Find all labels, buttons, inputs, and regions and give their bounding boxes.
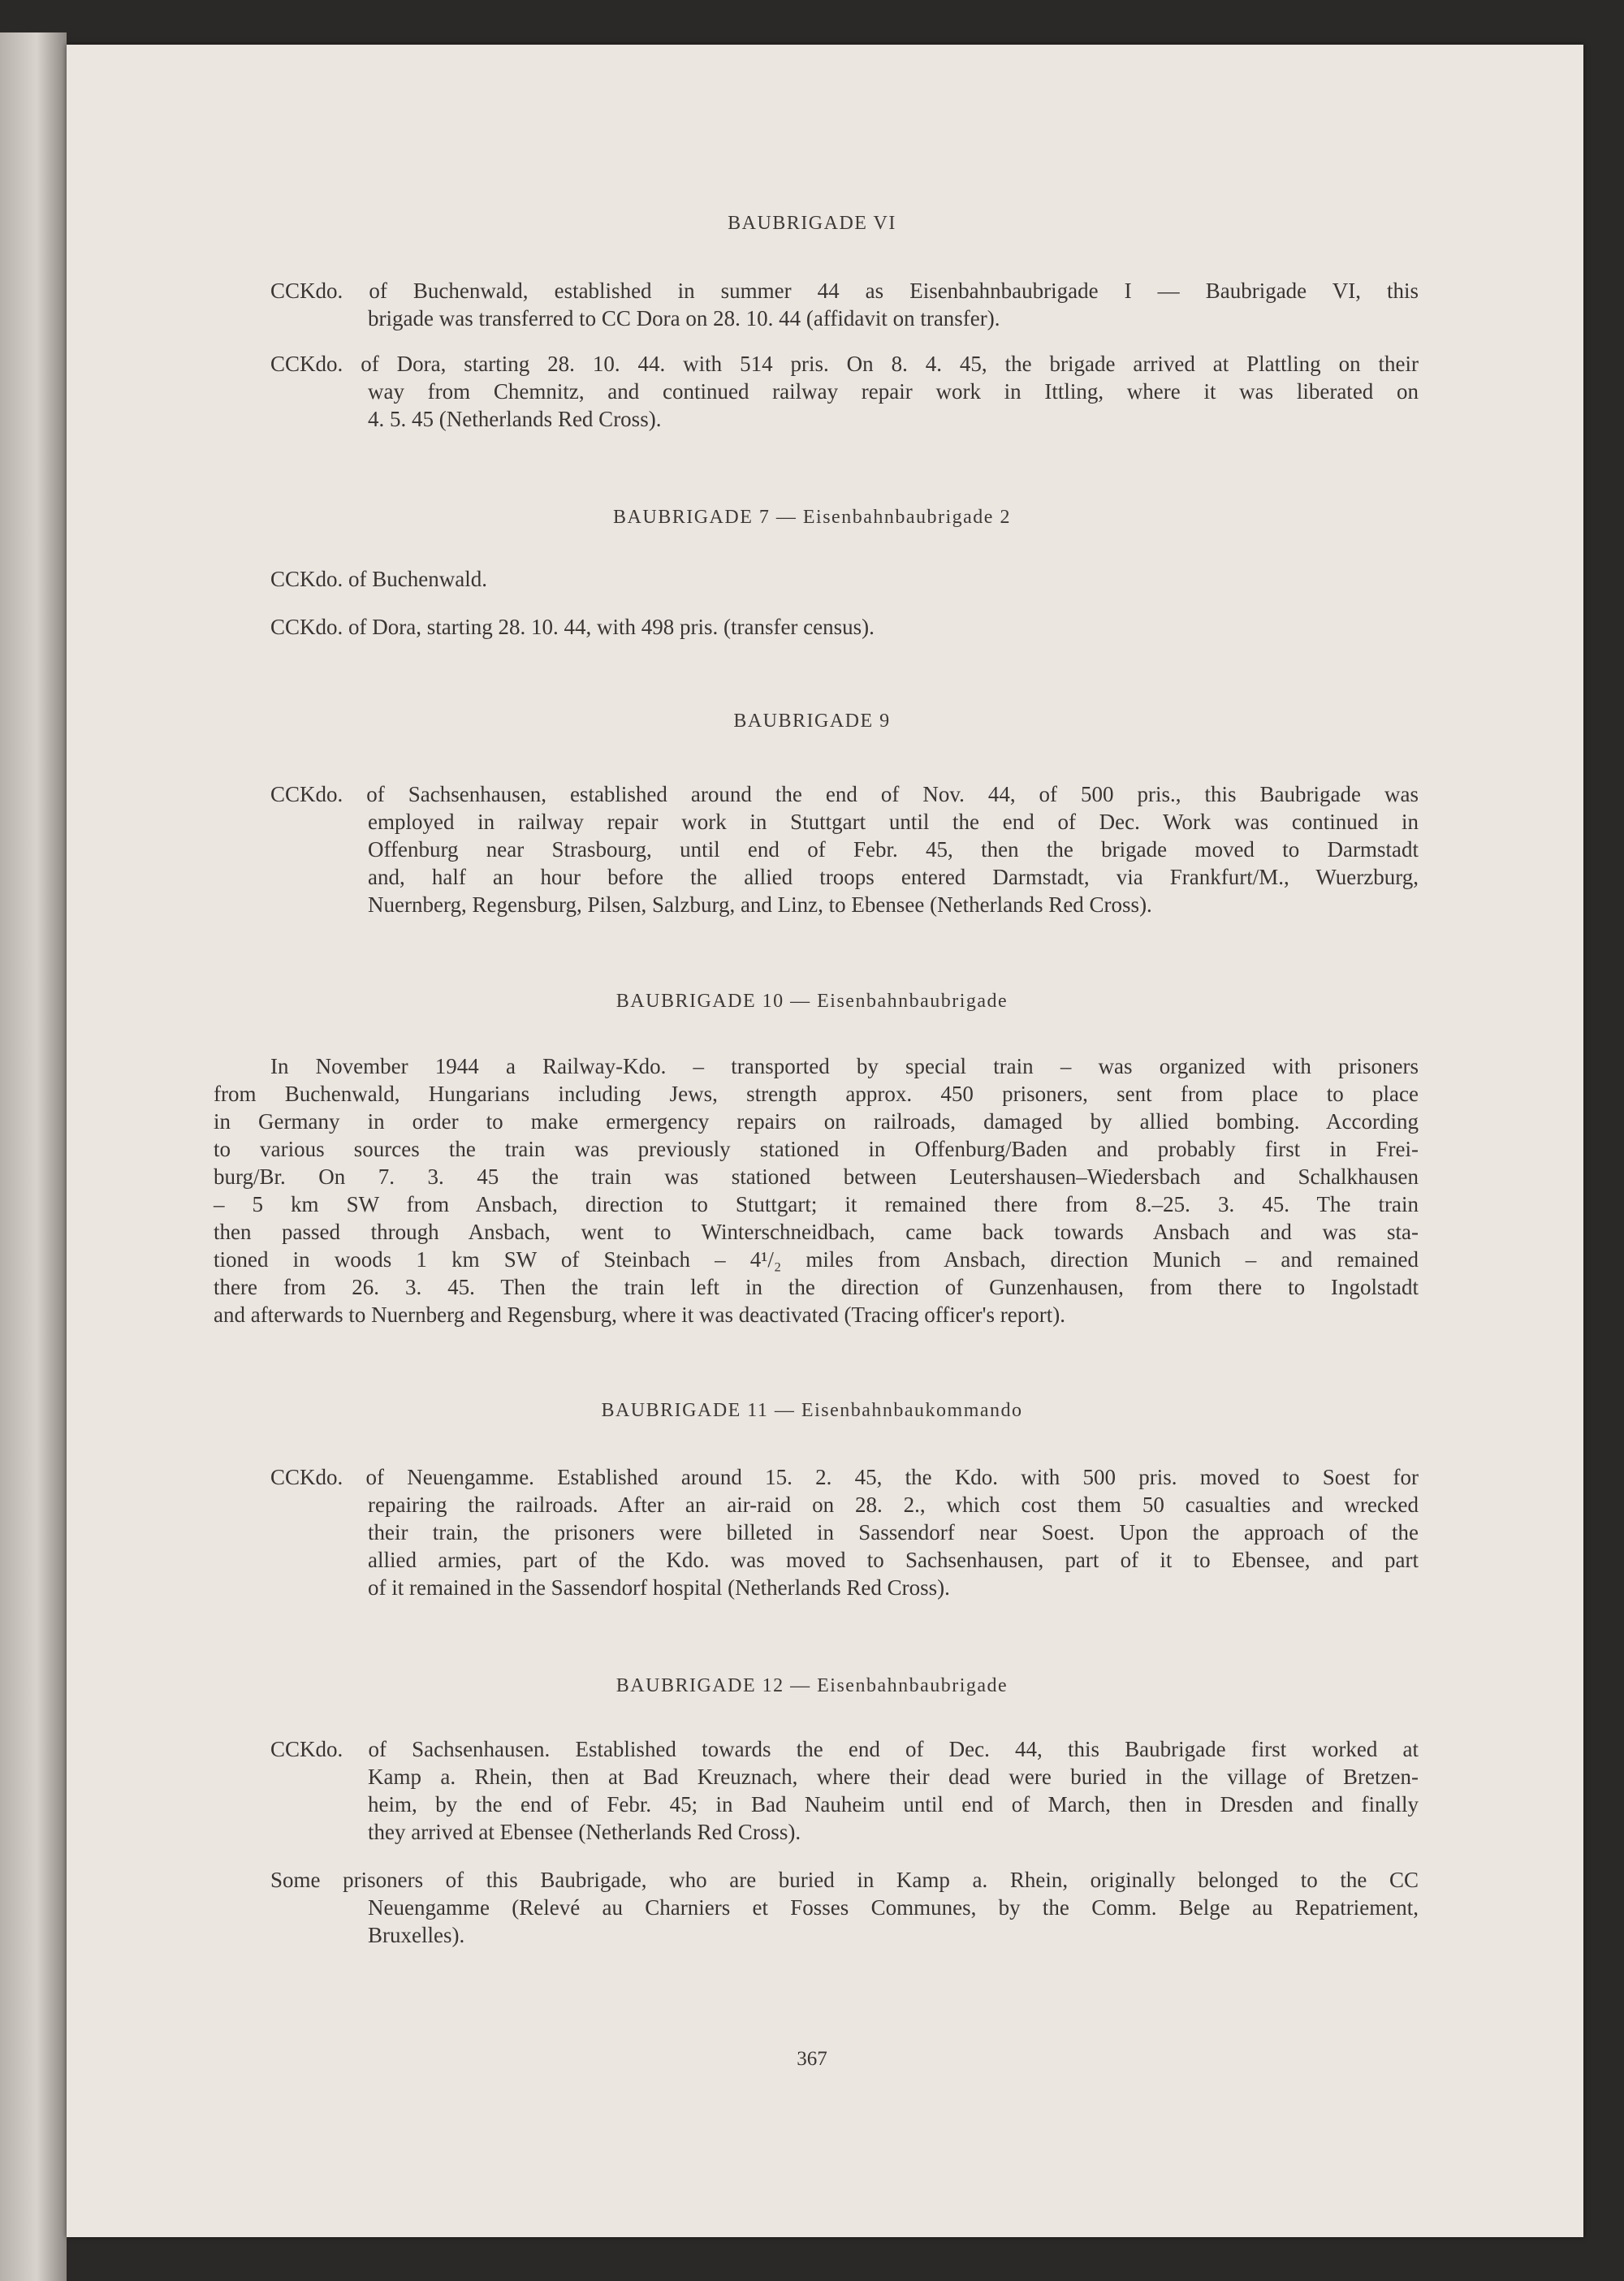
text-line: 4. 5. 45 (Netherlands Red Cross). <box>368 407 662 431</box>
text-line: – 5 km SW from Ansbach, direction to Stuttgart; it remained there from 8.–25. 3. 45. The train <box>214 1192 1419 1216</box>
text-line: in Germany in order to make ermergency repairs on railroads, damaged by allied bombing. According <box>214 1109 1419 1134</box>
text-line: their train, the prisoners were billeted in Sassendorf near Soest. Upon the approach of the <box>368 1520 1419 1544</box>
text-line: Kamp a. Rhein, then at Bad Kreuznach, where their dead were buried in the village of Bretzen- <box>368 1765 1419 1789</box>
entry-label: CCKdo. <box>270 279 369 303</box>
text-line <box>270 1866 1419 1894</box>
text-line: and afterwards to Nuernberg and Regensburg, where it was deactivated (Tracing officer's report). <box>214 1303 1066 1327</box>
text-line: to various sources the train was previously stationed in Offenburg/Baden and probably first in Frei- <box>214 1137 1419 1161</box>
heading-baubrigade-9: BAUBRIGADE 9 <box>733 711 891 732</box>
entry-label: CCKdo. <box>270 1737 369 1761</box>
paragraph <box>214 565 1419 593</box>
text-line: of it remained in the Sassendorf hospital (Netherlands Red Cross). <box>368 1575 950 1600</box>
heading-baubrigade-6: BAUBRIGADE VI <box>728 213 896 234</box>
text-line: repairing the railroads. After an air-raid on 28. 2., which cost them 50 casualties and wrecked <box>368 1493 1419 1517</box>
text-line: In November 1944 a Railway-Kdo. – transported by special train – was organized with prisoners <box>270 1054 1419 1078</box>
text-line: then passed through Ansbach, went to Winterschneidbach, came back towards Ansbach and was sta- <box>214 1220 1419 1244</box>
entry-text: of Sachsenhausen, established around the end of Nov. 44, of 500 pris., this Baubrigade was <box>366 782 1419 806</box>
text-line: Offenburg near Strasbourg, until end of Febr. 45, then the brigade moved to Darmstadt <box>368 837 1419 862</box>
page-number: 367 <box>797 2048 827 2070</box>
text-line: employed in railway repair work in Stuttgart until the end of Dec. Work was continued in <box>368 810 1419 834</box>
text-line: tioned in woods 1 km SW of Steinbach – 4¹/₂ miles from Ansbach, direction Munich – and remained <box>214 1247 1419 1272</box>
text-line: Nuernberg, Regensburg, Pilsen, Salzburg, and Linz, to Ebensee (Netherlands Red Cross). <box>368 892 1152 917</box>
entry-text: of Neuengamme. Established around 15. 2. 45, the Kdo. with 500 pris. moved to Soest for <box>365 1465 1419 1489</box>
entry-label: CCKdo. <box>270 782 367 806</box>
text-line: Bruxelles). <box>368 1923 465 1947</box>
adjacent-page-edge <box>0 32 67 2281</box>
entry-label: CCKdo. <box>270 352 361 376</box>
paragraph <box>214 1463 1419 1601</box>
heading-baubrigade-7: BAUBRIGADE 7 — Eisenbahnbaubrigade 2 <box>613 507 1011 528</box>
text-line: allied armies, part of the Kdo. was moved to Sachsenhausen, part of it to Ebensee, and part <box>368 1548 1419 1572</box>
entry-text: of Sachsenhausen. Established towards the end of Dec. 44, this Baubrigade first worked at <box>368 1737 1419 1761</box>
paragraph <box>214 1735 1419 1846</box>
text-line <box>270 613 1419 641</box>
entry-text: of Dora, starting 28. 10. 44, with 498 pris. (transfer census). <box>348 615 875 639</box>
paragraph <box>214 277 1419 332</box>
entry-label: CCKdo. <box>270 567 349 591</box>
text-line <box>270 277 1419 305</box>
text-line: from Buchenwald, Hungarians including Jews, strength approx. 450 prisoners, sent from place to place <box>214 1082 1419 1106</box>
entry-text: of Dora, starting 28. 10. 44. with 514 pris. On 8. 4. 45, the brigade arrived at Plattling on their <box>361 352 1419 376</box>
paragraph <box>214 780 1419 918</box>
text-line <box>270 1735 1419 1763</box>
text-line: Neuengamme (Relevé au Charniers et Fosses Communes, by the Comm. Belge au Repatriement, <box>368 1895 1419 1920</box>
entry-text: of Buchenwald. <box>348 567 487 591</box>
entry-label: CCKdo. <box>270 615 349 639</box>
text-line <box>270 780 1419 808</box>
heading-baubrigade-10: BAUBRIGADE 10 — Eisenbahnbaubrigade <box>615 991 1009 1012</box>
entry-text: of Buchenwald, established in summer 44 as Eisenbahnbaubrigade I — Baubrigade VI, this <box>369 279 1419 303</box>
heading-baubrigade-12: BAUBRIGADE 12 — Eisenbahnbaubrigade <box>615 1675 1009 1696</box>
entry-label: CCKdo. <box>270 1465 366 1489</box>
text-line: and, half an hour before the allied troops entered Darmstadt, via Frankfurt/M., Wuerzburg, <box>368 865 1419 889</box>
text-line: heim, by the end of Febr. 45; in Bad Nauheim until end of March, then in Dresden and finally <box>368 1792 1419 1817</box>
entry-text: prisoners of this Baubrigade, who are buried in Kamp a. Rhein, originally belonged to the CC <box>343 1868 1419 1892</box>
text-line: brigade was transferred to CC Dora on 28. 10. 44 (affidavit on transfer). <box>368 306 1000 330</box>
text-line: there from 26. 3. 45. Then the train left in the direction of Gunzenhausen, from there to Ingolstadt <box>214 1275 1419 1299</box>
text-line: way from Chemnitz, and continued railway repair work in Ittling, where it was liberated on <box>368 379 1419 404</box>
text-line <box>270 1463 1419 1491</box>
heading-baubrigade-11: BAUBRIGADE 11 — Eisenbahnbaukommando <box>601 1400 1023 1421</box>
paragraph <box>214 1052 1419 1328</box>
text-line: burg/Br. On 7. 3. 45 the train was stationed between Leutershausen–Wiedersbach and Schalkhausen <box>214 1164 1419 1189</box>
text-line <box>270 350 1419 378</box>
paragraph <box>214 613 1419 641</box>
entry-label: Some <box>270 1868 343 1892</box>
paragraph <box>214 1866 1419 1949</box>
paragraph <box>214 350 1419 433</box>
text-line <box>270 565 1419 593</box>
text-line: they arrived at Ebensee (Netherlands Red Cross). <box>368 1820 801 1844</box>
